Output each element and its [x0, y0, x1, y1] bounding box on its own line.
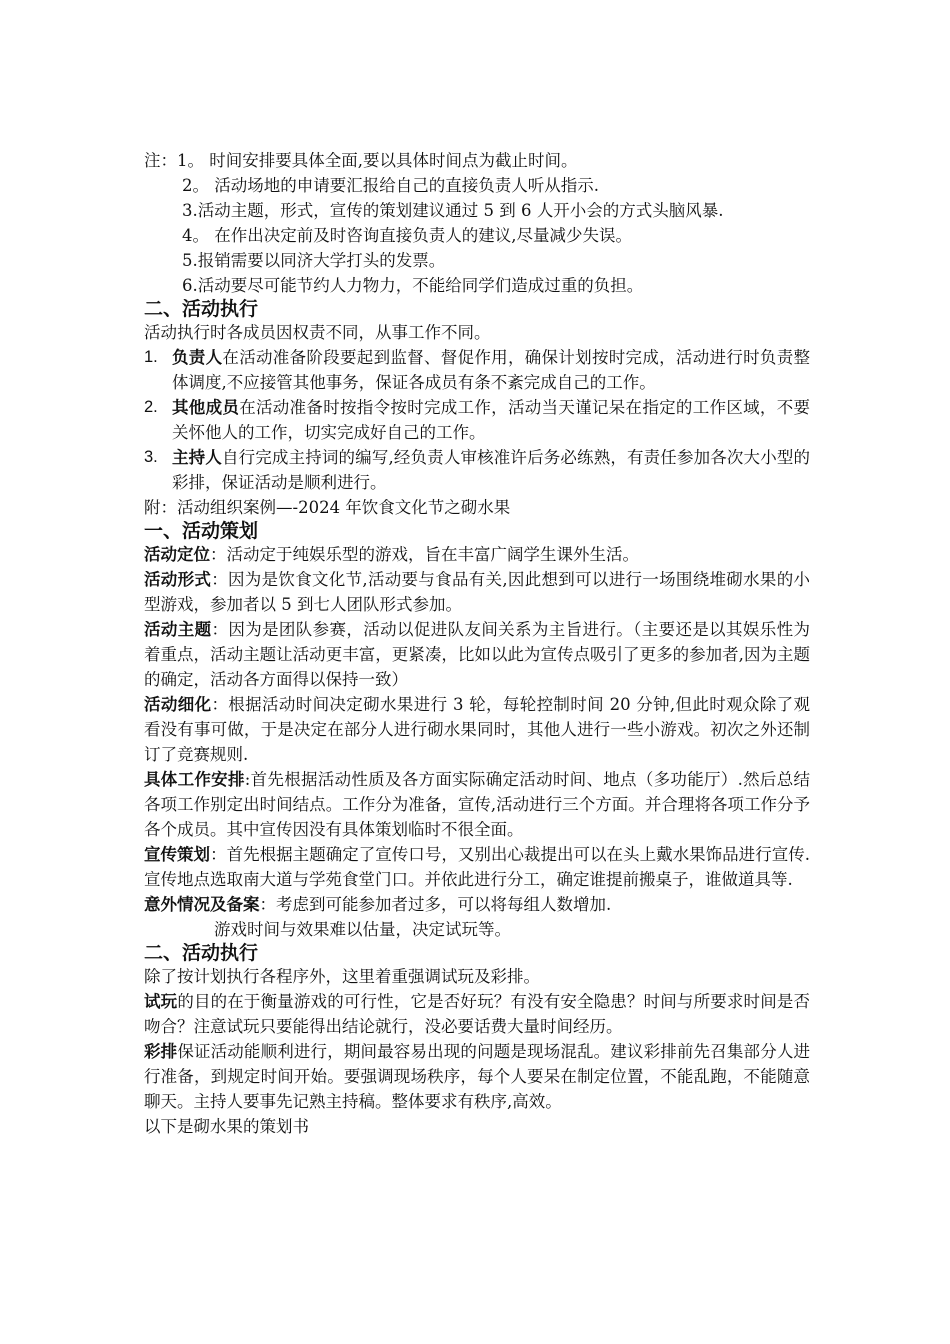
appendix-line: 附：活动组织案例—-2024 年饮食文化节之砌水果 — [144, 498, 511, 517]
note-item: 1。 时间安排要具体全面,要以具体时间点为截止时间。 — [177, 151, 578, 170]
section-heading: 二、活动执行 — [144, 942, 259, 964]
section-heading: 一、活动策划 — [144, 520, 259, 542]
exec-item: 彩排保证活动能顺利进行，期间最容易出现的问题是现场混乱。建议彩排前先召集部分人进行准备，到规定时间开始。要强调现场秩序，每个人要呆在制定位置，不能乱跑，不能随意聊天。主持人要事先记熟主持稿。整体要求有秩序,高效。 — [144, 1042, 811, 1111]
role-key: 其他成员 — [172, 398, 240, 417]
note-item: 5.报销需要以同济大学打头的发票。 — [182, 251, 446, 270]
note-item: 4。 在作出决定前及时咨询直接负责人的建议,尽量减少失误。 — [182, 226, 632, 245]
exec-item: 试玩的目的在于衡量游戏的可行性，它是否好玩？有没有安全隐患？时间与所要求时间是否吻合？注意试玩只要能得出结论就行，没必要话费大量时间经历。 — [144, 992, 811, 1036]
role-item — [144, 395, 810, 445]
plan-item: 宣传策划：首先根据主题确定了宣传口号，又别出心裁提出可以在头上戴水果饰品进行宣传.宣传地点选取南大道与学苑食堂门口。并依此进行分工，确定谁提前搬桌子，谁做道具等. — [144, 845, 810, 889]
section-intro: 活动执行时各成员因权责不同，从事工作不同。 — [144, 323, 491, 342]
notes-lead: 注： — [144, 151, 177, 170]
closing-line: 以下是砌水果的策划书 — [144, 1117, 309, 1136]
note-item: 6.活动要尽可能节约人力物力，不能给同学们造成过重的负担。 — [182, 276, 644, 295]
notes-block — [144, 148, 810, 298]
document-page — [144, 148, 810, 1139]
role-key: 主持人 — [172, 448, 222, 467]
list-number: 2. — [144, 398, 158, 416]
role-text: 自行完成主持词的编写,经负责人审核准许后务必练熟，有责任参加各次大小型的彩排，保证活动是顺利进行。 — [172, 448, 811, 492]
roles-list — [144, 345, 810, 495]
role-item — [144, 445, 810, 495]
plan-item: 具体工作安排:首先根据活动性质及各方面实际确定活动时间、地点（多功能厅）.然后总结各项工作别定出时间结点。工作分为准备，宣传,活动进行三个方面。并合理将各项工作分予各个成员。其中宣传因没有具体策划临时不很全面。 — [144, 770, 811, 839]
note-item: 2。 活动场地的申请要汇报给自己的直接负责人听从指示. — [182, 176, 599, 195]
plan-item: 活动主题：因为是团队参赛，活动以促进队友间关系为主旨进行。（主要还是以其娱乐性为着重点，活动主题让活动更丰富，更紧凑，比如以此为宣传点吸引了更多的参加者,因为主题的确定，活动各方面得以保持一致） — [144, 620, 811, 689]
plan-extra-line: 游戏时间与效果难以估量，决定试玩等。 — [214, 920, 511, 939]
role-item — [144, 345, 810, 395]
section-heading: 二、活动执行 — [144, 298, 259, 320]
note-item: 3.活动主题，形式，宣传的策划建议通过 5 到 6 人开小会的方式头脑风暴. — [182, 201, 724, 220]
plan-item: 意外情况及备案：考虑到可能参加者过多，可以将每组人数增加. — [144, 895, 612, 914]
plan-item: 活动定位：活动定于纯娱乐型的游戏，旨在丰富广阔学生课外生活。 — [144, 545, 639, 564]
role-text: 在活动准备时按指令按时完成工作，活动当天谨记呆在指定的工作区域，不要关怀他人的工作，切实完成好自己的工作。 — [172, 398, 811, 442]
list-number: 3. — [144, 448, 158, 466]
role-key: 负责人 — [172, 348, 223, 367]
role-text: 在活动准备阶段要起到监督、督促作用，确保计划按时完成，活动进行时负责整体调度,不应接管其他事务，保证各成员有条不紊完成自己的工作。 — [172, 348, 811, 392]
plan-item: 活动形式：因为是饮食文化节,活动要与食品有关,因此想到可以进行一场围绕堆砌水果的小型游戏，参加者以 5 到七人团队形式参加。 — [144, 570, 810, 614]
list-number: 1. — [144, 348, 158, 366]
section-intro: 除了按计划执行各程序外，这里着重强调试玩及彩排。 — [144, 967, 540, 986]
plan-item: 活动细化：根据活动时间决定砌水果进行 3 轮，每轮控制时间 20 分钟,但此时观众除了观看没有事可做，于是决定在部分人进行砌水果同时，其他人进行一些小游戏。初次之外还制订了竞赛规则. — [144, 695, 811, 764]
